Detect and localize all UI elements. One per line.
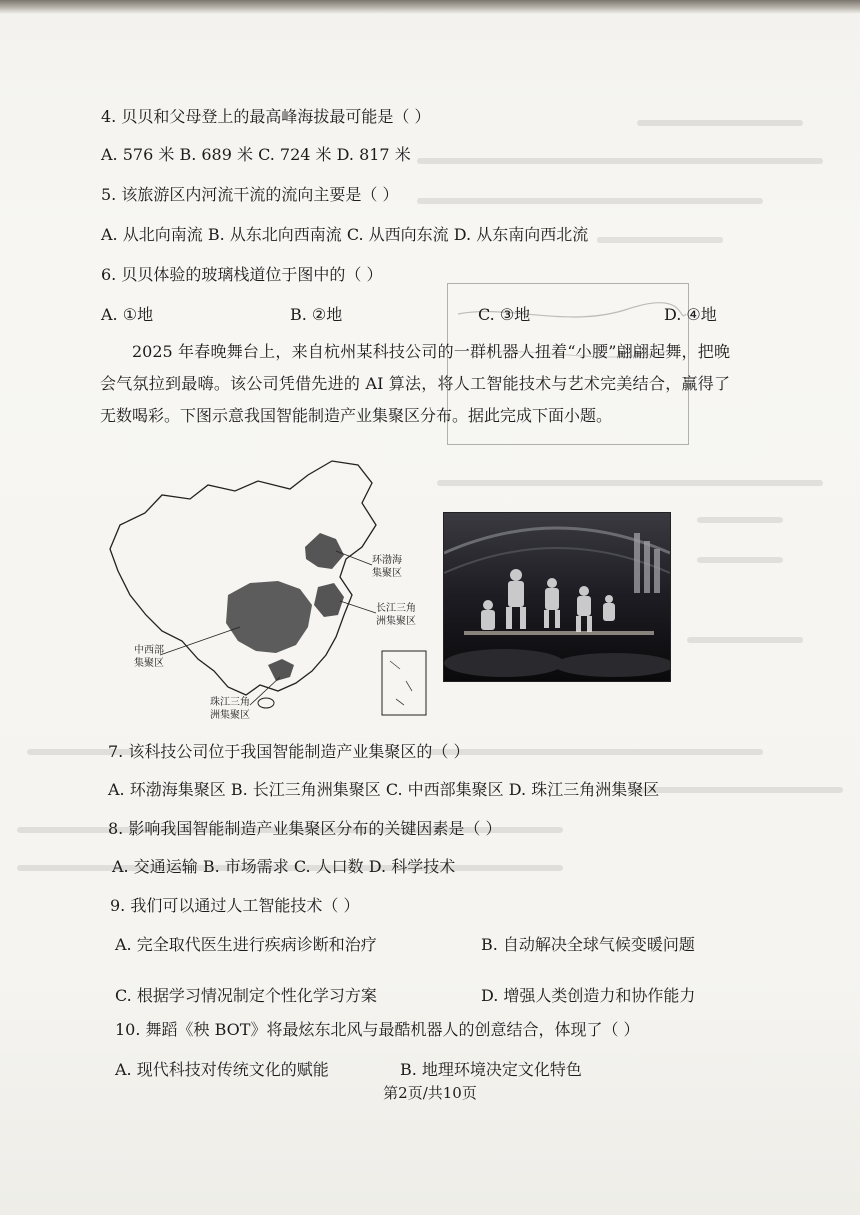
question-4-options: A. 576 米 B. 689 米 C. 724 米 D. 817 米 [101,145,411,164]
map-label-bohai-line1: 环渤海 [372,555,402,566]
question-9-stem: 9. 我们可以通过人工智能技术（ ） [110,896,360,915]
question-8-stem: 8. 影响我国智能制造产业集聚区分布的关键因素是（ ） [108,819,502,838]
question-5-options: A. 从北向南流 B. 从东北向西南流 C. 从西向东流 D. 从东南向西北流 [101,225,589,244]
pearl-delta-cluster-region [268,659,294,681]
question-6-option-b: B. ②地 [290,305,343,324]
yangtze-delta-cluster-region [314,583,344,617]
question-9-option-b: B. 自动解决全球气候变暖问题 [481,935,695,954]
question-10-option-a: A. 现代科技对传统文化的赋能 [115,1060,329,1079]
map-label-bohai-line2: 集聚区 [372,568,402,579]
map-label-pearl-line1: 珠江三角 [210,697,250,708]
question-8-options: A. 交通运输 B. 市场需求 C. 人口数 D. 科学技术 [112,857,456,876]
question-4-stem: 4. 贝贝和父母登上的最高峰海拔最可能是（ ） [101,107,431,126]
question-6-option-c: C. ③地 [478,305,531,324]
south-china-sea-inset [382,651,426,715]
question-6-option-a: A. ①地 [101,305,154,324]
china-industry-cluster-map [100,455,430,725]
map-label-central-line2: 集聚区 [134,658,164,669]
reading-passage [100,336,730,432]
central-west-cluster-region [226,581,312,653]
robot-dance-photo [443,512,671,682]
question-5-stem: 5. 该旅游区内河流干流的流向主要是（ ） [101,185,399,204]
question-9-option-c: C. 根据学习情况制定个性化学习方案 [115,986,377,1005]
map-label-yangtze-line2: 洲集聚区 [376,616,416,627]
question-6-stem: 6. 贝贝体验的玻璃栈道位于图中的（ ） [101,265,383,284]
question-10-option-b: B. 地理环境决定文化特色 [400,1060,582,1079]
question-7-stem: 7. 该科技公司位于我国智能制造产业集聚区的（ ） [108,742,470,761]
map-label-yangtze-line1: 长江三角 [376,603,416,614]
question-9-option-a: A. 完全取代医生进行疾病诊断和治疗 [115,935,377,954]
map-label-central-line1: 中西部 [134,645,164,656]
map-label-pearl-line2: 洲集聚区 [210,710,250,721]
question-7-options: A. 环渤海集聚区 B. 长江三角洲集聚区 C. 中西部集聚区 D. 珠江三角洲集聚区 [108,780,660,799]
question-6-option-d: D. ④地 [664,305,717,324]
question-10-stem: 10. 舞蹈《秧 BOT》将最炫东北风与最酷机器人的创意结合，体现了（ ） [115,1020,640,1039]
passage-text: 2025 年春晚舞台上，来自杭州某科技公司的一群机器人扭着“小腰”翩翩起舞，把晚会气氛拉到最嗨。该公司凭借先进的 AI 算法，将人工智能技术与艺术完美结合，赢得了无数喝彩。下图示意我国智能制造产业集聚区分布。据此完成下面小题。 [100,342,730,425]
page-number-footer: 第2页/共10页 [383,1084,477,1102]
question-9-option-d: D. 增强人类创造力和协作能力 [481,986,696,1005]
bohai-cluster-region [305,533,344,569]
